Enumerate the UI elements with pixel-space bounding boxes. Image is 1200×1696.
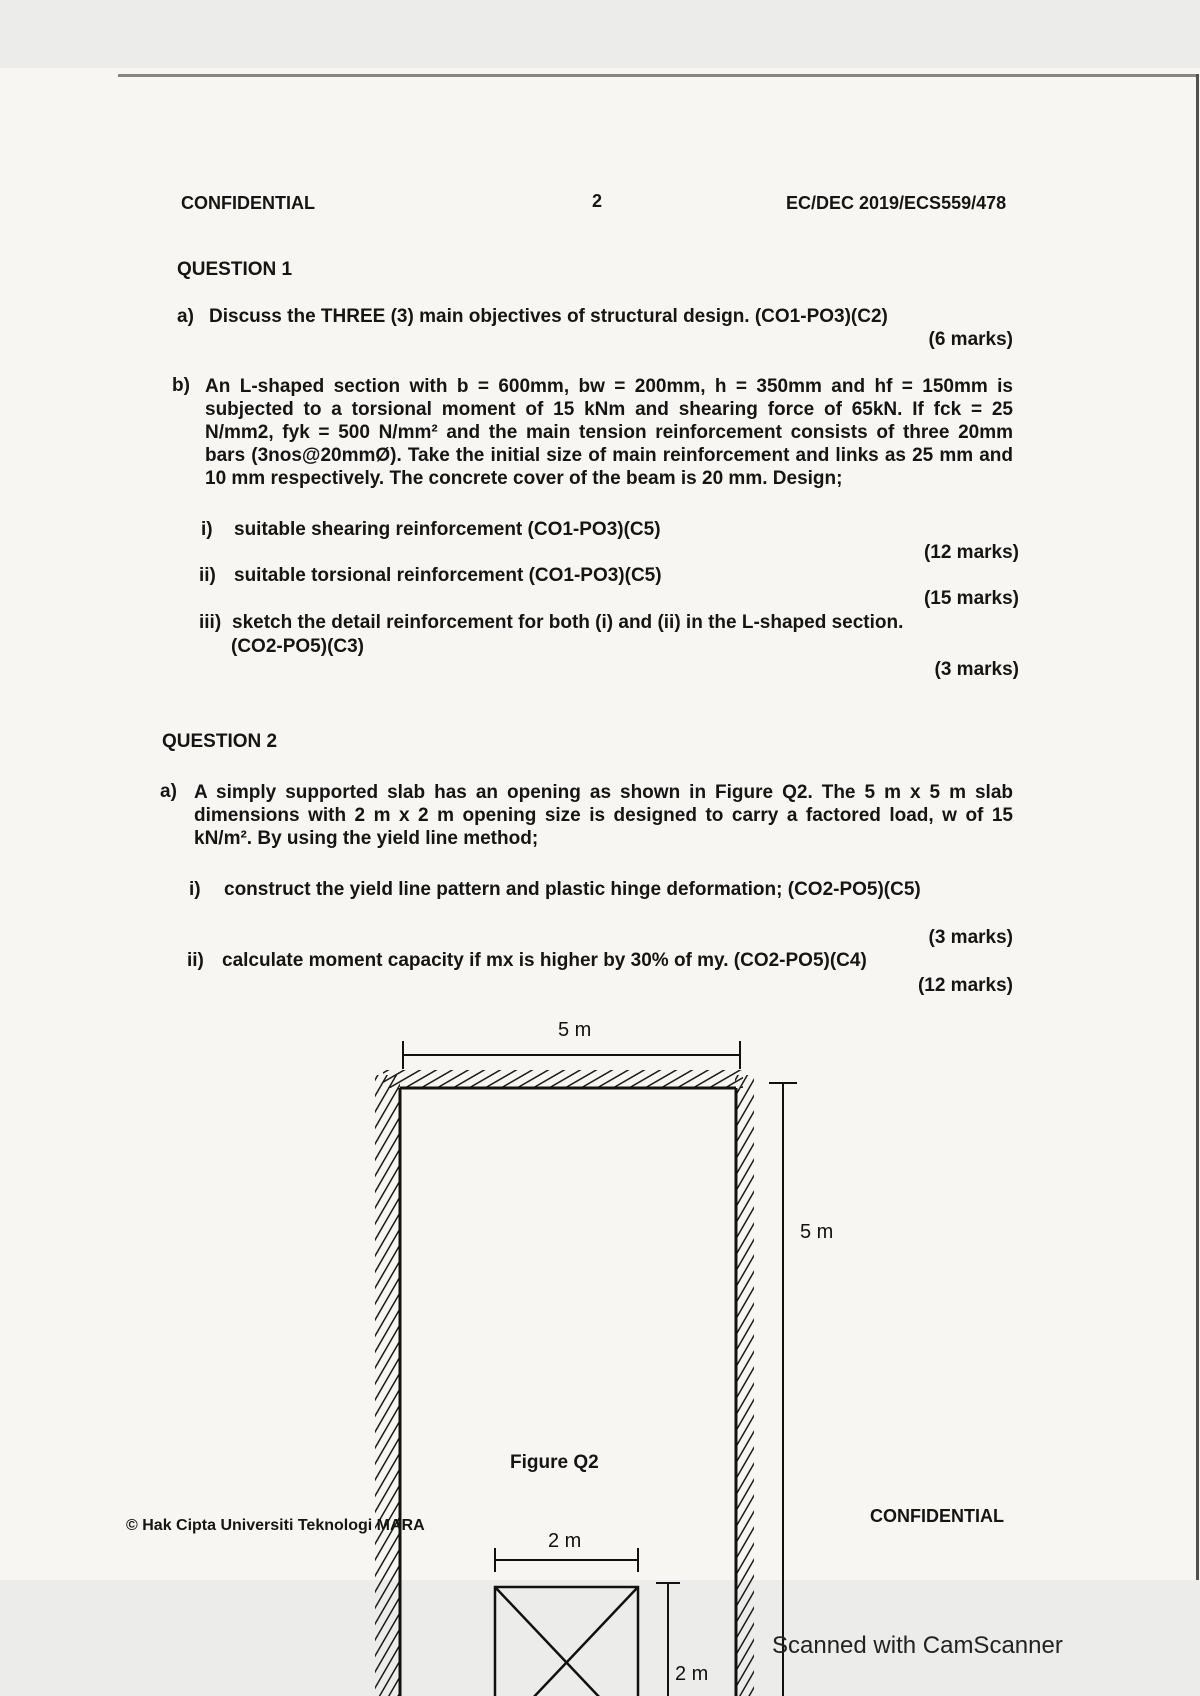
slab-outline (400, 1088, 736, 1696)
camscanner-watermark: Scanned with CamScanner (772, 1632, 1063, 1659)
q2a-ii-label: ii) (187, 950, 204, 971)
right-dim-label: 5 m (800, 1221, 834, 1243)
top-dim-label: 5 m (558, 1019, 592, 1041)
q1b-i-label: i) (201, 519, 213, 540)
opening-width-label: 2 m (548, 1530, 582, 1552)
q2a-i-text: construct the yield line pattern and plastic hinge deformation; (CO2-PO5)(C5) (224, 879, 921, 900)
q2a-i-label: i) (189, 879, 201, 900)
question-1-title: QUESTION 1 (177, 259, 293, 280)
q1b-i-text: suitable shearing reinforcement (CO1-PO3)(C5) (234, 519, 661, 540)
header-paper-code: EC/DEC 2019/ECS559/478 (786, 193, 1007, 213)
q1b-label: b) (172, 375, 190, 396)
right-support-hatch (735, 1075, 754, 1696)
q2a-ii-text: calculate moment capacity if mx is higher by 30% of my. (CO2-PO5)(C4) (222, 950, 867, 971)
q2a-label: a) (160, 781, 177, 802)
left-support-hatch (375, 1075, 400, 1696)
q1a-text: Discuss the THREE (3) main objectives of structural design. (CO1-PO3)(C2) (209, 306, 888, 327)
q1b-ii-marks: (15 marks) (923, 588, 1019, 609)
q1b-iii-text-codes: (CO2-PO5)(C3) (231, 636, 365, 657)
q1b-i-marks: (12 marks) (923, 542, 1019, 563)
q2a-text: A simply supported slab has an opening as shown in Figure Q2. The 5 m x 5 m slab dimensions with 2 m x 2 m opening size is designed to carry a factored load, w of 15 kN/m². By using the yield line method; (194, 782, 1013, 849)
q1b-iii-label: iii) (199, 612, 222, 633)
opening (495, 1587, 638, 1696)
header-page-number: 2 (592, 191, 603, 211)
figure-caption: Figure Q2 (510, 1452, 599, 1473)
q1a-label: a) (177, 306, 194, 327)
footer-confidential: CONFIDENTIAL (870, 1506, 1004, 1526)
q1b-ii-label: ii) (199, 565, 216, 586)
footer-copyright: © Hak Cipta Universiti Teknologi MARA (126, 1517, 425, 1534)
q2a-i-marks: (3 marks) (928, 927, 1013, 948)
top-dimension-line (403, 1041, 740, 1069)
q1b-ii-text: suitable torsional reinforcement (CO1-PO3)(C5) (234, 565, 662, 586)
q2a-ii-marks: (12 marks) (917, 975, 1013, 996)
q1b-text: An L-shaped section with b = 600mm, bw = 200mm, h = 350mm and hf = 150mm is subjected to a torsional moment of 15 kNm and shearing force of 65kN. If fck = 25 N/mm2, fyk = 500 N/mm² and the main tension reinforcement consists of three 20mm bars (3nos@20mmØ). Take the initial size of main reinforcement and links as 25 mm and 10 mm respectively. The concrete cover of the beam is 20 mm. Design; (205, 376, 1013, 489)
opening-height-label: 2 m (675, 1663, 709, 1685)
q1b-iii-text: sketch the detail reinforcement for both (i) and (ii) in the L-shaped section. (232, 612, 904, 633)
question-2-title: QUESTION 2 (162, 731, 278, 752)
header-confidential: CONFIDENTIAL (181, 193, 315, 213)
q1a-marks: (6 marks) (928, 329, 1013, 350)
right-dimension-line (769, 1083, 797, 1696)
top-support-hatch (383, 1070, 743, 1088)
q1b-iii-marks: (3 marks) (934, 659, 1019, 680)
